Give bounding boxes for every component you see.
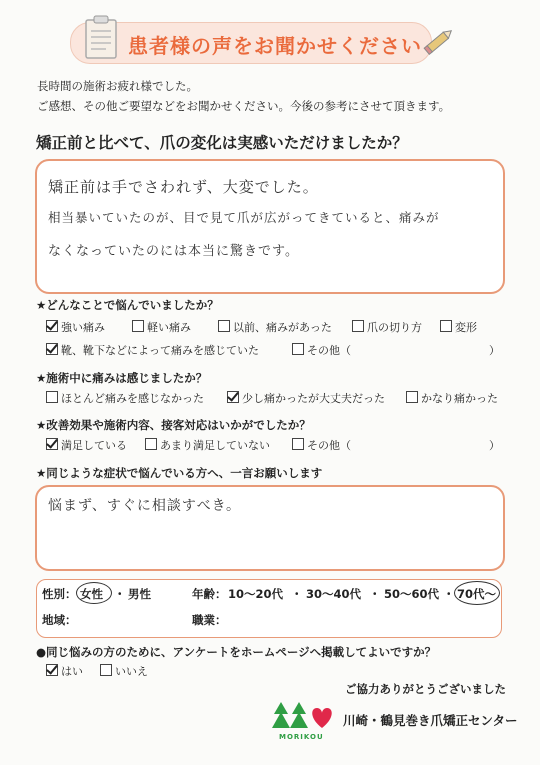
option-label: 少し痛かったが大丈夫だった [242, 392, 385, 405]
consent-no[interactable] [100, 663, 148, 679]
checkbox[interactable] [406, 391, 418, 403]
option-label: 変形 [455, 321, 477, 334]
checkbox[interactable] [46, 391, 58, 403]
option-label: 強い痛み [61, 321, 105, 334]
option-label: 靴、靴下などによって痛みを感じていた [61, 344, 259, 357]
q1-option-strong-pain[interactable] [46, 319, 105, 335]
age-50-60[interactable]: 50～60代 [384, 587, 440, 601]
q3-other-close: ） [489, 439, 500, 452]
gender-separator: ・ [114, 587, 126, 601]
option-label: 軽い痛み [147, 321, 191, 334]
main-question-label: 矯正前と比べて、爪の変化は実感いただけましたか？ [36, 134, 408, 152]
checkbox[interactable] [46, 343, 58, 355]
age-30-40[interactable]: 30～40代 [306, 587, 362, 601]
main-answer-line-1: 矯正前は手でさわれず、大変でした。 [48, 178, 319, 196]
gender-male[interactable]: 男性 [128, 587, 151, 601]
checkbox[interactable] [46, 320, 58, 332]
age-separator: ・ [443, 587, 455, 601]
q3-option-not-satisfied[interactable] [145, 437, 270, 453]
checkbox[interactable] [292, 343, 304, 355]
clipboard-icon [82, 14, 122, 60]
age-70-plus[interactable]: 70代～ [457, 587, 497, 601]
checkbox[interactable] [218, 320, 230, 332]
q1-option-cutting[interactable] [352, 319, 422, 335]
q3-option-other[interactable] [292, 437, 351, 453]
q4-label: ★同じような症状で悩んでいる方へ、一言お願いします [36, 466, 323, 480]
q1-option-deformation[interactable] [440, 319, 477, 335]
gender-female[interactable]: 女性 [80, 587, 103, 601]
main-answer-line-2: 相当暴いていたのが、目で見て爪が広がってきていると、痛みが [48, 210, 440, 225]
company-name: 川崎・鶴見巻き爪矯正センター [343, 713, 518, 728]
age-label: 年齢： [192, 587, 227, 601]
option-label: その他（ [307, 344, 351, 357]
checkbox[interactable] [440, 320, 452, 332]
consent-yes[interactable] [46, 663, 83, 679]
q1-option-past-pain[interactable] [218, 319, 332, 335]
logo-text: MORIKOU [279, 733, 324, 741]
option-label: 満足している [61, 439, 127, 452]
checkbox[interactable] [46, 438, 58, 450]
checkbox[interactable] [100, 664, 112, 676]
main-answer-line-3: なくなっていたのには本当に驚きです。 [48, 244, 299, 259]
age-10-20[interactable]: 10～20代 [228, 587, 284, 601]
option-label: ほとんど痛みを感じなかった [61, 392, 204, 405]
checkbox[interactable] [352, 320, 364, 332]
page-title: 患者様の声をお聞かせください [128, 34, 422, 58]
option-label: 以前、痛みがあった [233, 321, 332, 334]
pencil-icon [422, 26, 456, 56]
q1-option-shoes[interactable] [46, 342, 259, 358]
q2-label: ★施術中に痛みは感じましたか？ [36, 371, 208, 385]
age-separator: ・ [291, 587, 303, 601]
option-label: あまり満足していない [160, 439, 270, 452]
option-label: 爪の切り方 [367, 321, 422, 334]
checkbox[interactable] [145, 438, 157, 450]
intro-line-2: ご感想、その他ご要望などをお聞かせください。今後の参考にさせて頂きます。 [37, 99, 451, 113]
q1-option-light-pain[interactable] [132, 319, 191, 335]
checkbox[interactable] [227, 391, 239, 403]
checkbox[interactable] [132, 320, 144, 332]
q3-option-satisfied[interactable] [46, 437, 127, 453]
option-label: かなり痛かった [421, 392, 498, 405]
q1-label: ★どんなことで悩んでいましたか？ [36, 298, 219, 312]
q2-option-no-pain[interactable] [46, 390, 204, 406]
q2-option-little-pain[interactable] [227, 390, 385, 406]
age-separator: ・ [369, 587, 381, 601]
q1-option-other[interactable] [292, 342, 351, 358]
option-label: はい [61, 665, 83, 678]
option-label: いいえ [115, 665, 148, 678]
gender-label: 性別： [42, 587, 77, 601]
intro-line-1: 長時間の施術お疲れ様でした。 [37, 79, 198, 93]
job-label: 職業： [192, 613, 227, 627]
region-label: 地域： [42, 613, 77, 627]
option-label: その他（ [307, 439, 351, 452]
q2-option-very-painful[interactable] [406, 390, 498, 406]
thanks-text: ご協力ありがとうございました [345, 682, 506, 696]
q1-other-close: ） [489, 344, 500, 357]
consent-label: ●同じ悩みの方のために、アンケートをホームページへ掲載してよいですか？ [36, 645, 437, 659]
q3-label: ★改善効果や施術内容、接客対応はいかがでしたか？ [36, 418, 311, 432]
checkbox[interactable] [292, 438, 304, 450]
checkbox[interactable] [46, 664, 58, 676]
q4-answer: 悩まず、すぐに相談すべき。 [48, 498, 242, 514]
